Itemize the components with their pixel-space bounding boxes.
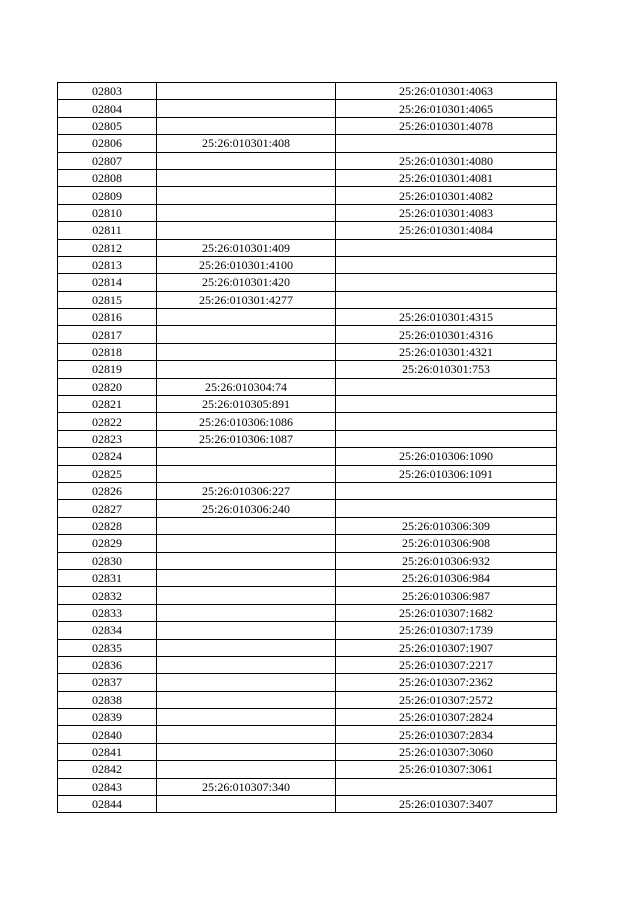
cadastral-number-cell-b: 25:26:010307:1682	[336, 604, 557, 621]
row-number-cell: 02811	[58, 222, 157, 239]
row-number-cell: 02815	[58, 291, 157, 308]
table-row	[58, 726, 557, 743]
row-number-cell: 02808	[58, 169, 157, 186]
table-row	[58, 343, 557, 360]
cadastral-number-cell-a: 25:26:010301:4277	[157, 291, 336, 308]
cadastral-number-cell-a	[157, 343, 336, 360]
table-row	[58, 413, 557, 430]
row-number-cell: 02816	[58, 309, 157, 326]
cadastral-number-cell-b	[336, 396, 557, 413]
cadastral-number-cell-b: 25:26:010301:4082	[336, 187, 557, 204]
cadastral-number-cell-b	[336, 378, 557, 395]
row-number-cell: 02805	[58, 117, 157, 134]
table-row	[58, 639, 557, 656]
cadastral-number-cell-a: 25:26:010307:340	[157, 778, 336, 795]
table-row	[58, 152, 557, 169]
cadastral-number-cell-b: 25:26:010306:309	[336, 517, 557, 534]
table-row	[58, 674, 557, 691]
row-number-cell: 02813	[58, 256, 157, 273]
registry-table	[57, 82, 557, 813]
row-number-cell: 02828	[58, 517, 157, 534]
cadastral-number-cell-b	[336, 274, 557, 291]
cadastral-number-cell-a: 25:26:010306:240	[157, 500, 336, 517]
table-row	[58, 274, 557, 291]
cadastral-number-cell-a	[157, 187, 336, 204]
cadastral-number-cell-a	[157, 622, 336, 639]
row-number-cell: 02810	[58, 204, 157, 221]
cadastral-number-cell-b: 25:26:010307:2217	[336, 656, 557, 673]
table-row	[58, 83, 557, 100]
row-number-cell: 02812	[58, 239, 157, 256]
row-number-cell: 02842	[58, 761, 157, 778]
row-number-cell: 02806	[58, 135, 157, 152]
row-number-cell: 02825	[58, 465, 157, 482]
cadastral-number-cell-a: 25:26:010304:74	[157, 378, 336, 395]
table-row	[58, 309, 557, 326]
cadastral-number-cell-b: 25:26:010307:3407	[336, 796, 557, 813]
cadastral-number-cell-b: 25:26:010307:2824	[336, 709, 557, 726]
table-row	[58, 604, 557, 621]
row-number-cell: 02841	[58, 743, 157, 760]
table-row	[58, 169, 557, 186]
cadastral-number-cell-b: 25:26:010301:4081	[336, 169, 557, 186]
cadastral-number-cell-b	[336, 482, 557, 499]
table-row	[58, 135, 557, 152]
cadastral-number-cell-b: 25:26:010301:4063	[336, 83, 557, 100]
table-row	[58, 482, 557, 499]
cadastral-number-cell-b: 25:26:010301:4315	[336, 309, 557, 326]
row-number-cell: 02809	[58, 187, 157, 204]
cadastral-number-cell-b: 25:26:010307:2362	[336, 674, 557, 691]
row-number-cell: 02819	[58, 361, 157, 378]
cadastral-number-cell-b: 25:26:010306:1091	[336, 465, 557, 482]
row-number-cell: 02831	[58, 569, 157, 586]
cadastral-number-cell-a	[157, 117, 336, 134]
row-number-cell: 02844	[58, 796, 157, 813]
table-row	[58, 535, 557, 552]
cadastral-number-cell-a: 25:26:010306:227	[157, 482, 336, 499]
row-number-cell: 02818	[58, 343, 157, 360]
table-row	[58, 326, 557, 343]
row-number-cell: 02833	[58, 604, 157, 621]
cadastral-number-cell-b	[336, 778, 557, 795]
table-row	[58, 361, 557, 378]
cadastral-number-cell-a: 25:26:010305:891	[157, 396, 336, 413]
table-row	[58, 778, 557, 795]
row-number-cell: 02807	[58, 152, 157, 169]
cadastral-number-cell-a: 25:26:010301:408	[157, 135, 336, 152]
row-number-cell: 02832	[58, 587, 157, 604]
row-number-cell: 02840	[58, 726, 157, 743]
cadastral-number-cell-b: 25:26:010301:4316	[336, 326, 557, 343]
cadastral-number-cell-b: 25:26:010301:753	[336, 361, 557, 378]
cadastral-number-cell-a	[157, 535, 336, 552]
table-row	[58, 622, 557, 639]
cadastral-number-cell-b: 25:26:010301:4084	[336, 222, 557, 239]
table-row	[58, 100, 557, 117]
table-row	[58, 378, 557, 395]
row-number-cell: 02814	[58, 274, 157, 291]
row-number-cell: 02834	[58, 622, 157, 639]
table-row	[58, 656, 557, 673]
cadastral-number-cell-a	[157, 83, 336, 100]
cadastral-number-cell-a	[157, 222, 336, 239]
cadastral-number-cell-b: 25:26:010301:4080	[336, 152, 557, 169]
cadastral-number-cell-a	[157, 465, 336, 482]
row-number-cell: 02829	[58, 535, 157, 552]
table-row	[58, 517, 557, 534]
cadastral-number-cell-a: 25:26:010301:420	[157, 274, 336, 291]
cadastral-number-cell-a: 25:26:010306:1086	[157, 413, 336, 430]
table-row	[58, 709, 557, 726]
cadastral-number-cell-a	[157, 152, 336, 169]
table-row	[58, 743, 557, 760]
cadastral-number-cell-a: 25:26:010301:4100	[157, 256, 336, 273]
cadastral-number-cell-b	[336, 430, 557, 447]
cadastral-number-cell-a	[157, 309, 336, 326]
table-row	[58, 239, 557, 256]
cadastral-number-cell-a	[157, 204, 336, 221]
table-row	[58, 500, 557, 517]
cadastral-number-cell-a	[157, 587, 336, 604]
cadastral-number-cell-a	[157, 743, 336, 760]
table-row	[58, 291, 557, 308]
cadastral-number-cell-a	[157, 796, 336, 813]
cadastral-number-cell-a	[157, 448, 336, 465]
cadastral-number-cell-a	[157, 674, 336, 691]
row-number-cell: 02830	[58, 552, 157, 569]
cadastral-number-cell-a: 25:26:010301:409	[157, 239, 336, 256]
row-number-cell: 02821	[58, 396, 157, 413]
cadastral-number-cell-b: 25:26:010306:1090	[336, 448, 557, 465]
cadastral-number-cell-a	[157, 656, 336, 673]
cadastral-number-cell-a	[157, 326, 336, 343]
row-number-cell: 02817	[58, 326, 157, 343]
row-number-cell: 02822	[58, 413, 157, 430]
row-number-cell: 02843	[58, 778, 157, 795]
row-number-cell: 02820	[58, 378, 157, 395]
cadastral-number-cell-a	[157, 639, 336, 656]
cadastral-number-cell-b: 25:26:010301:4321	[336, 343, 557, 360]
cadastral-number-cell-a	[157, 100, 336, 117]
table-row	[58, 587, 557, 604]
row-number-cell: 02838	[58, 691, 157, 708]
cadastral-number-cell-b	[336, 256, 557, 273]
cadastral-number-cell-a	[157, 517, 336, 534]
cadastral-number-cell-b: 25:26:010307:3060	[336, 743, 557, 760]
cadastral-number-cell-a	[157, 552, 336, 569]
cadastral-number-cell-b: 25:26:010306:984	[336, 569, 557, 586]
table-row	[58, 569, 557, 586]
cadastral-number-cell-b	[336, 239, 557, 256]
table-row	[58, 465, 557, 482]
table-row	[58, 117, 557, 134]
cadastral-number-cell-b	[336, 291, 557, 308]
cadastral-number-cell-b: 25:26:010307:1739	[336, 622, 557, 639]
cadastral-number-cell-b: 25:26:010301:4065	[336, 100, 557, 117]
row-number-cell: 02824	[58, 448, 157, 465]
table-row	[58, 448, 557, 465]
cadastral-number-cell-b: 25:26:010306:987	[336, 587, 557, 604]
cadastral-number-cell-b: 25:26:010307:3061	[336, 761, 557, 778]
cadastral-number-cell-a	[157, 604, 336, 621]
cadastral-number-cell-a	[157, 726, 336, 743]
table-row	[58, 396, 557, 413]
cadastral-number-cell-b: 25:26:010307:2834	[336, 726, 557, 743]
cadastral-number-cell-a	[157, 361, 336, 378]
table-row	[58, 761, 557, 778]
cadastral-number-cell-b: 25:26:010307:1907	[336, 639, 557, 656]
cadastral-number-cell-a: 25:26:010306:1087	[157, 430, 336, 447]
cadastral-number-cell-a	[157, 169, 336, 186]
table-row	[58, 552, 557, 569]
cadastral-number-cell-a	[157, 569, 336, 586]
cadastral-number-cell-b: 25:26:010306:908	[336, 535, 557, 552]
table-row	[58, 187, 557, 204]
row-number-cell: 02804	[58, 100, 157, 117]
cadastral-number-cell-b: 25:26:010301:4078	[336, 117, 557, 134]
table-row	[58, 691, 557, 708]
row-number-cell: 02827	[58, 500, 157, 517]
table-row	[58, 430, 557, 447]
cadastral-number-cell-b: 25:26:010301:4083	[336, 204, 557, 221]
cadastral-number-cell-b: 25:26:010307:2572	[336, 691, 557, 708]
table-row	[58, 204, 557, 221]
table-row	[58, 796, 557, 813]
cadastral-number-cell-b	[336, 135, 557, 152]
row-number-cell: 02826	[58, 482, 157, 499]
row-number-cell: 02836	[58, 656, 157, 673]
cadastral-number-cell-a	[157, 761, 336, 778]
table-row	[58, 222, 557, 239]
row-number-cell: 02839	[58, 709, 157, 726]
row-number-cell: 02837	[58, 674, 157, 691]
cadastral-number-cell-a	[157, 691, 336, 708]
table-row	[58, 256, 557, 273]
row-number-cell: 02823	[58, 430, 157, 447]
cadastral-number-cell-b: 25:26:010306:932	[336, 552, 557, 569]
cadastral-number-cell-a	[157, 709, 336, 726]
row-number-cell: 02835	[58, 639, 157, 656]
cadastral-number-cell-b	[336, 413, 557, 430]
row-number-cell: 02803	[58, 83, 157, 100]
cadastral-number-cell-b	[336, 500, 557, 517]
registry-table-body	[58, 83, 557, 813]
